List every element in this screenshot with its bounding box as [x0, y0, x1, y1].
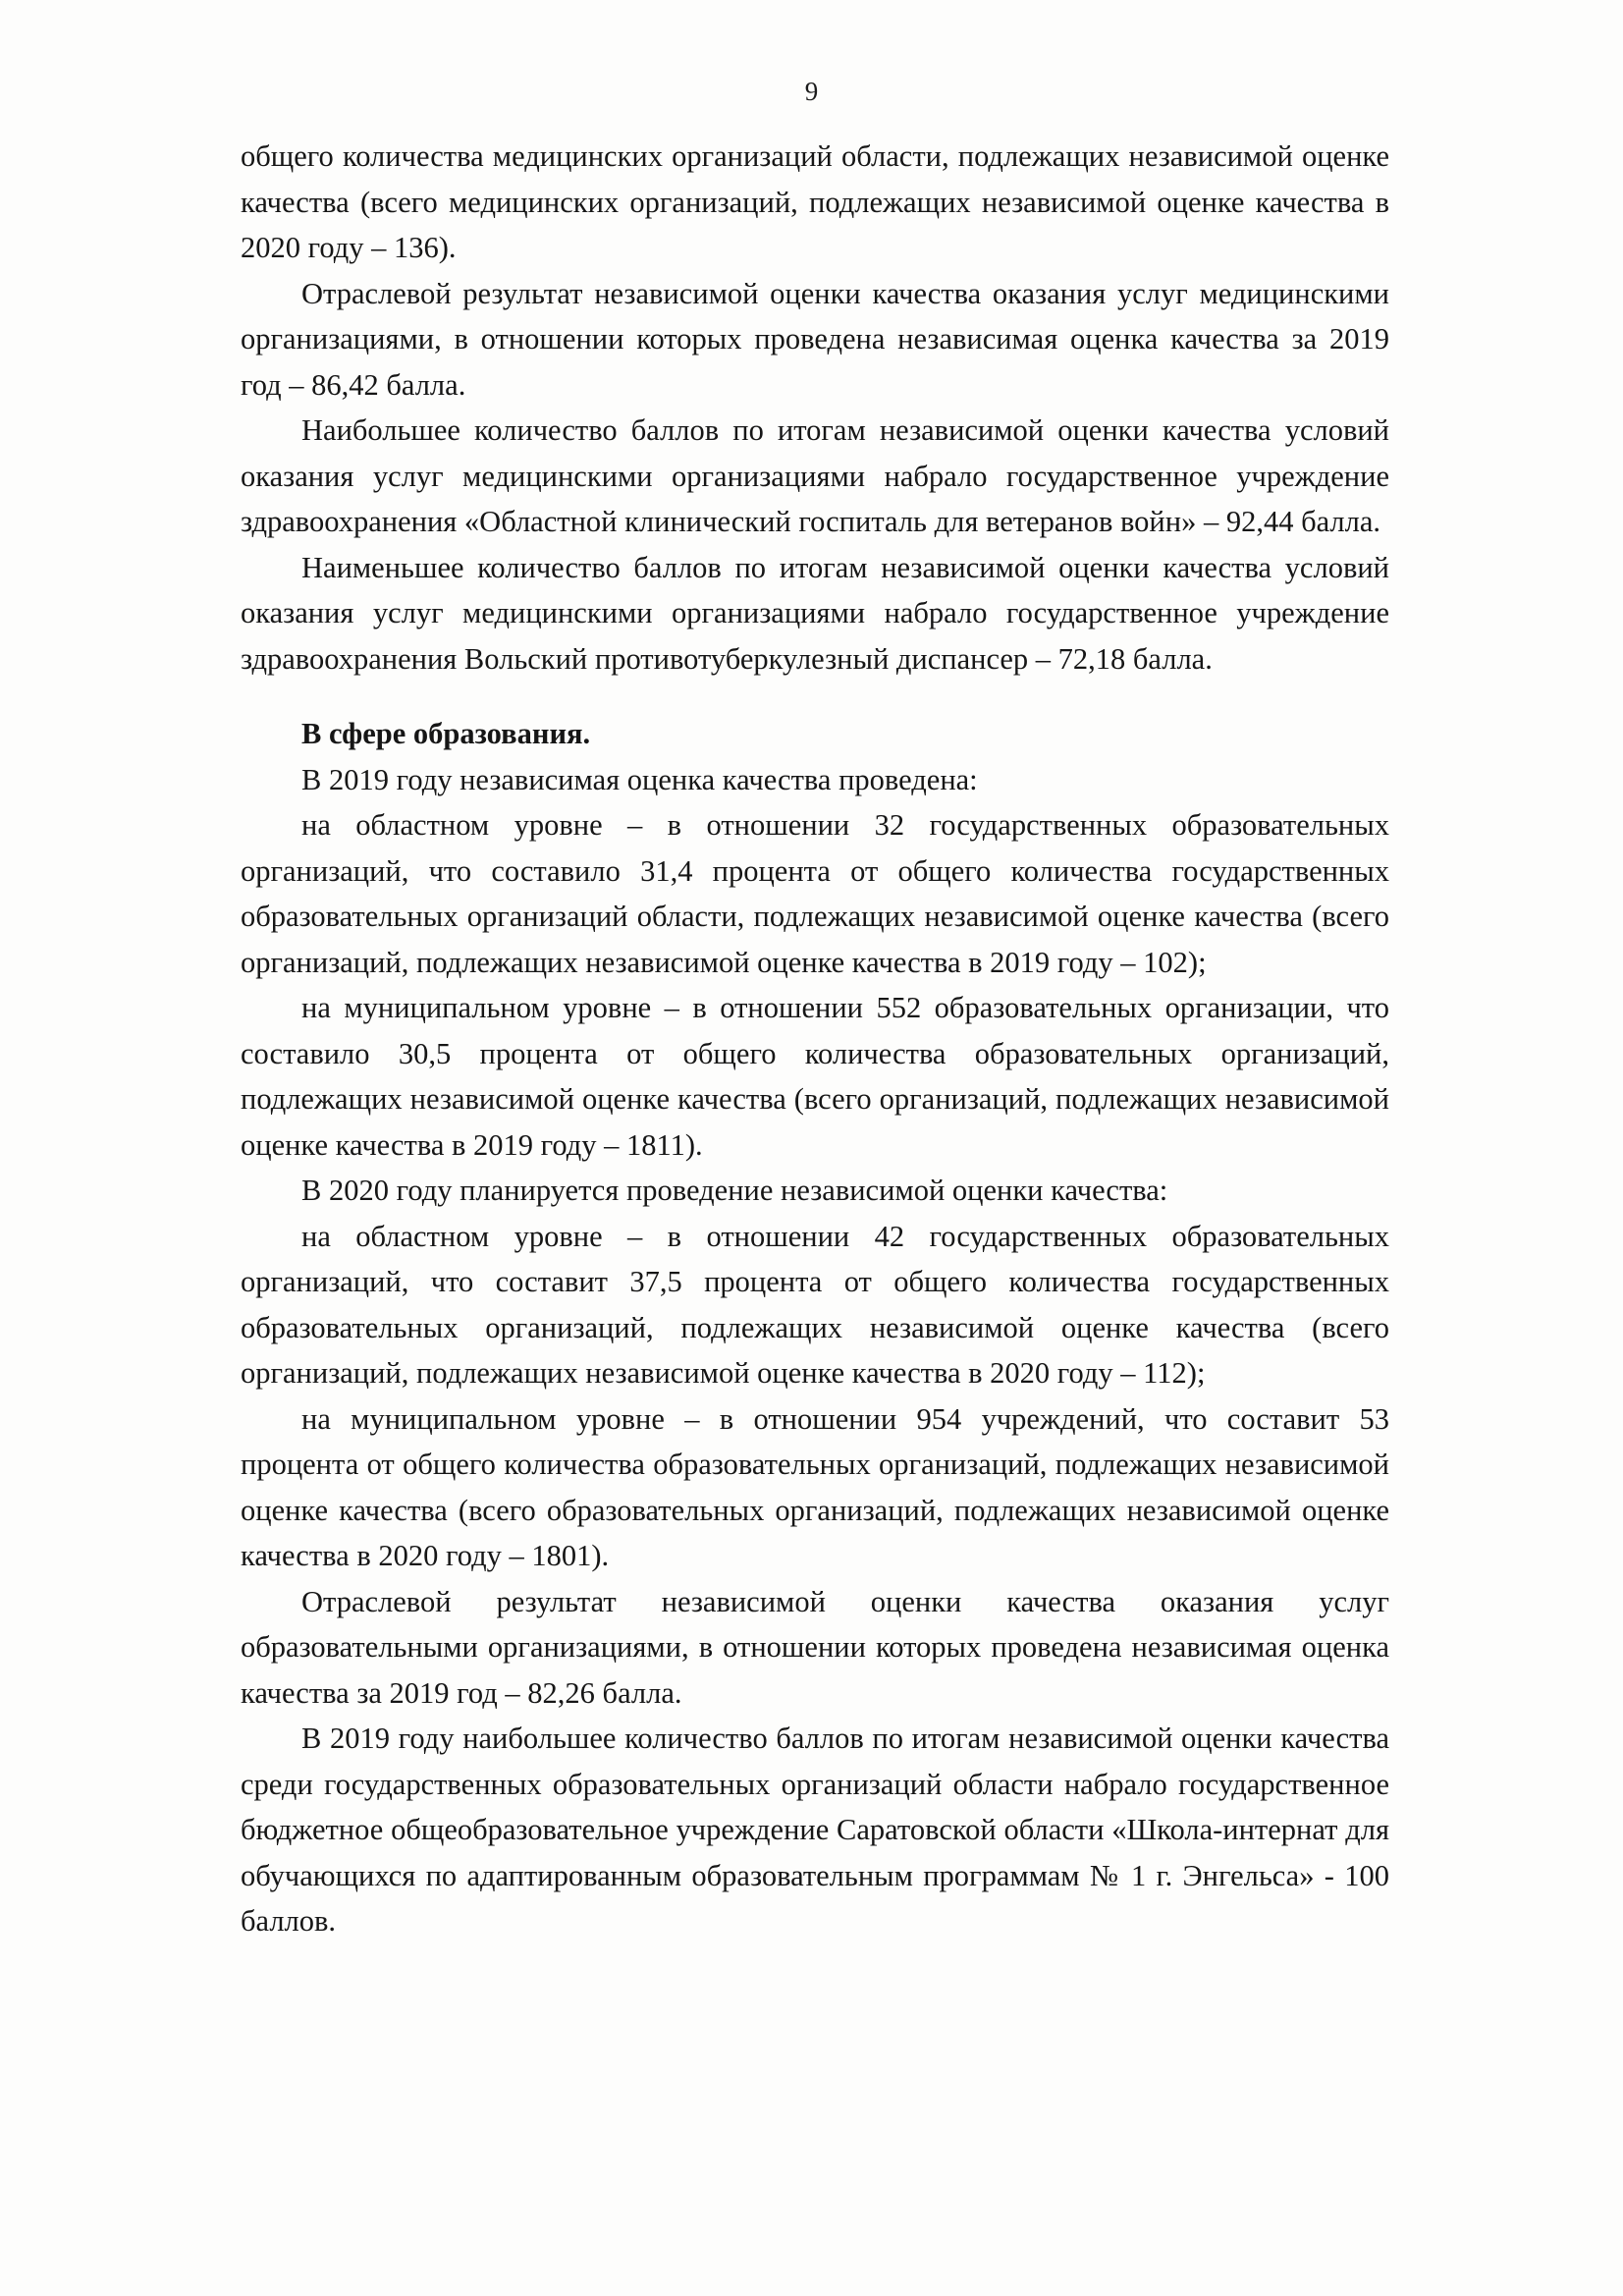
paragraph-2019-municipal-level: на муниципальном уровне – в отношении 552 образовательных организации, что составило 30,5 процента от общего количества образовательных организаций, подлежащих независимой оценке качества (всего организаций, подлежащих независимой оценке качества в 2019 году – 1811). [241, 991, 1389, 1162]
section-heading-education: В сфере образования. [301, 717, 591, 750]
paragraph-continuation: общего количества медицинских организаций области, подлежащих независимой оценке качества (всего медицинских организаций, подлежащих независимой оценке качества в 2020 году – 136). [241, 139, 1389, 264]
paragraph-industry-result-health: Отраслевой результат независимой оценки качества оказания услуг медицинскими организациями, в отношении которых проведена независимая оценка качества за 2019 год – 86,42 балла. [241, 276, 1389, 402]
paragraph-lowest-score-health: Наименьшее количество баллов по итогам независимой оценки качества условий оказания услуг медицинскими организациями набрало государственное учреждение здравоохранения Вольский противотуберкулезный диспансер – 72,18 балла. [241, 550, 1389, 676]
paragraph-highest-score-education: В 2019 году наибольшее количество баллов по итогам независимой оценки качества среди государственных образовательных организаций области набрало государственное бюджетное общеобразовательное учреждение Саратовской области «Школа-интернат для обучающихся по адаптированным образовательным программам № 1 г. Энгельса» - 100 баллов. [241, 1722, 1389, 1938]
page-number: 9 [804, 77, 819, 106]
paragraph-2019-regional-level: на областном уровне – в отношении 32 государственных образовательных организаций, что составило 31,4 процента от общего количества государственных образовательных организаций области, подлежащих независимой оценке качества (всего организаций, подлежащих независимой оценке качества в 2019 году – 102); [241, 808, 1389, 979]
paragraph-2019-assessment-intro: В 2019 году независимая оценка качества проведена: [301, 762, 978, 796]
paragraph-2020-regional-level: на областном уровне – в отношении 42 государственных образовательных организаций, что составит 37,5 процента от общего количества государственных образовательных организаций, подлежащих независимой оценке качества (всего организаций, подлежащих независимой оценке качества в 2020 году – 112); [241, 1219, 1389, 1390]
paragraph-2020-assessment-intro: В 2020 году планируется проведение независимой оценки качества: [301, 1174, 1168, 1207]
paragraph-2020-municipal-level: на муниципальном уровне – в отношении 954 учреждений, что составит 53 процента от общего количества образовательных организаций, подлежащих независимой оценке качества (всего образовательных организаций, подлежащих независимой оценке качества в 2020 году – 1801). [241, 1401, 1389, 1572]
paragraph-highest-score-health: Наибольшее количество баллов по итогам независимой оценки качества условий оказания услуг медицинскими организациями набрало государственное учреждение здравоохранения «Областной клинический госпиталь для ветеранов войн» – 92,44 балла. [241, 413, 1389, 538]
document-body [241, 134, 1389, 1944]
paragraph-industry-result-education: Отраслевой результат независимой оценки качества оказания услуг образовательными организациями, в отношении которых проведена независимая оценка качества за 2019 год – 82,26 балла. [241, 1584, 1389, 1710]
